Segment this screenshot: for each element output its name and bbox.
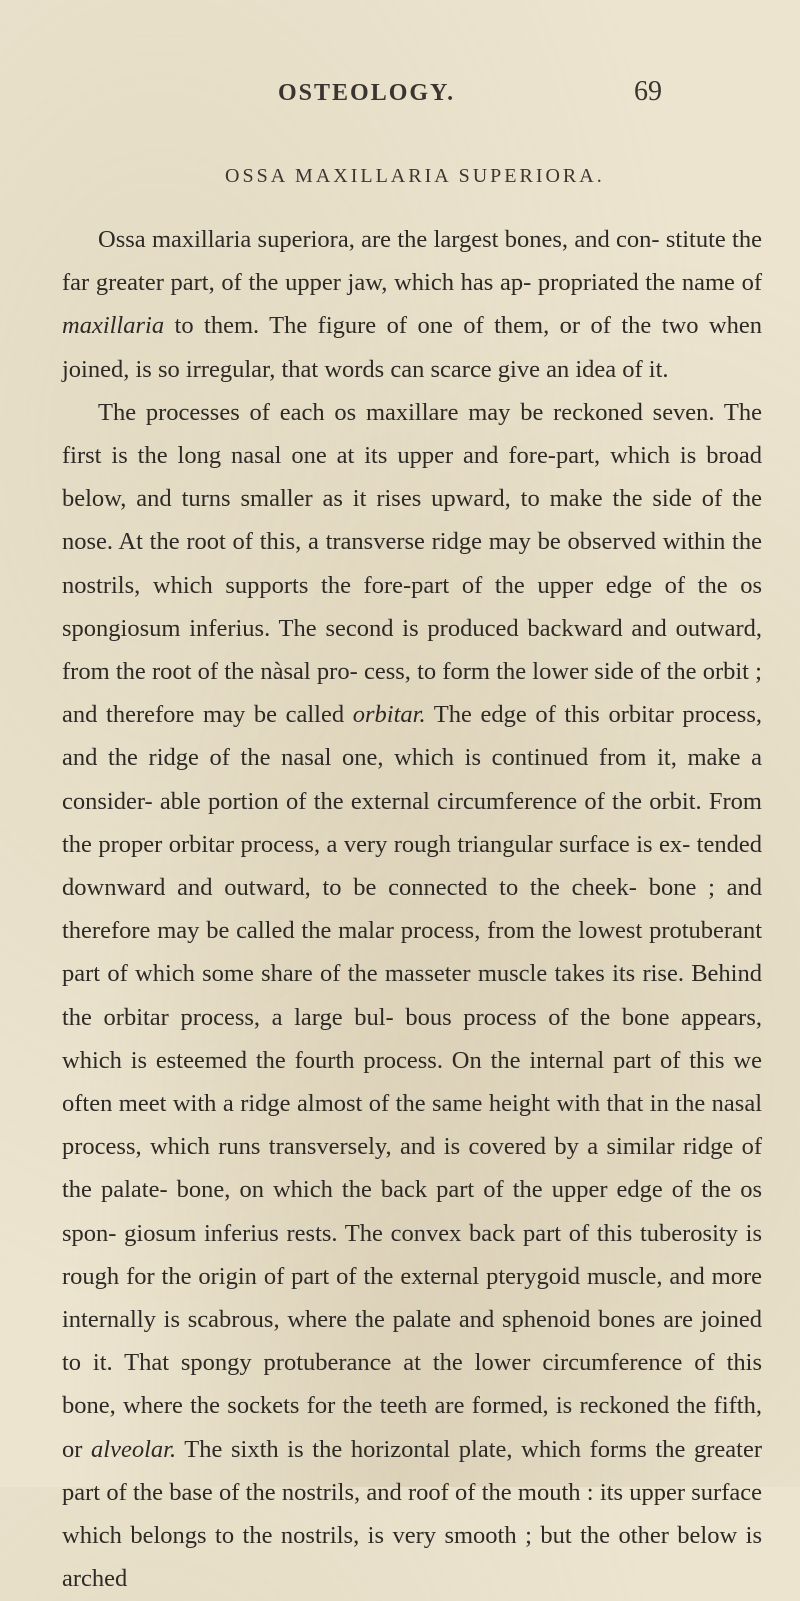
running-head: OSTEOLOGY. [278, 80, 456, 106]
text-run: Ossa maxillaria superiora, are the largest bones, and con- stitute the far greater part, of the upper jaw, which has ap- propriated the name of [62, 226, 762, 297]
text-run: The sixth is the horizontal plate, which forms the greater part of the base of the nostrils, and roof of the mouth : its upper surface which belongs to the nostrils, is very smooth ; but the other below is arched [62, 1435, 762, 1593]
text-run: The edge of this orbitar process, and the ridge of the nasal one, which is continued from it, make a consider- able portion of the external circumference of the orbit. From the proper orbitar process, a very rough triangular surface is ex- tended downward and outward, to be connected to the cheek- bone ; and therefore may be called the malar process, from the lowest protuberant part of which some share of the masseter muscle takes its rise. Behind the orbitar process, a large bul- bous process of the bone appears, which is esteemed the fourth process. On the internal part of this we often meet with a ridge almost of the same height with that in the nasal process, which runs transversely, and is covered by a similar ridge of the palate- bone, on which the back part of the upper edge of the os spon- giosum inferius rests. The convex back part of this tuberosity is rough for the origin of part of the external pterygoid muscle, and more internally is scabrous, where the palate and sphenoid bones are joined to it. That spongy protuberance at the lower circumference of this bone, where the sockets for the teeth are formed, is reckoned the fifth, or [62, 701, 763, 1463]
italic-term: alveolar. [91, 1435, 177, 1463]
body-text [62, 218, 762, 1601]
paragraph [62, 218, 762, 391]
text-run: to them. The figure of one of them, or of the two when joined, is so irregular, that words can scarce give an idea of it. [62, 312, 762, 383]
text-run: The processes of each os maxillare may be reckoned seven. The first is the long nasal one at its upper and fore-part, which is broad below, and turns smaller as it rises upward, to make the side of the nose. At the root of this, a transverse ridge may be observed within the nostrils, which supports the fore-part of the upper edge of the os spongiosum inferius. The second is produced backward and outward, from the root of the nàsal pro- cess, to form the lower side of the orbit ; and therefore may be called [62, 398, 762, 729]
italic-term: orbitar. [352, 701, 426, 729]
section-title: OSSA MAXILLARIA SUPERIORA. [225, 165, 605, 187]
page-number: 69 [634, 76, 662, 107]
italic-term: maxillaria [62, 312, 165, 340]
paragraph [62, 391, 762, 1601]
